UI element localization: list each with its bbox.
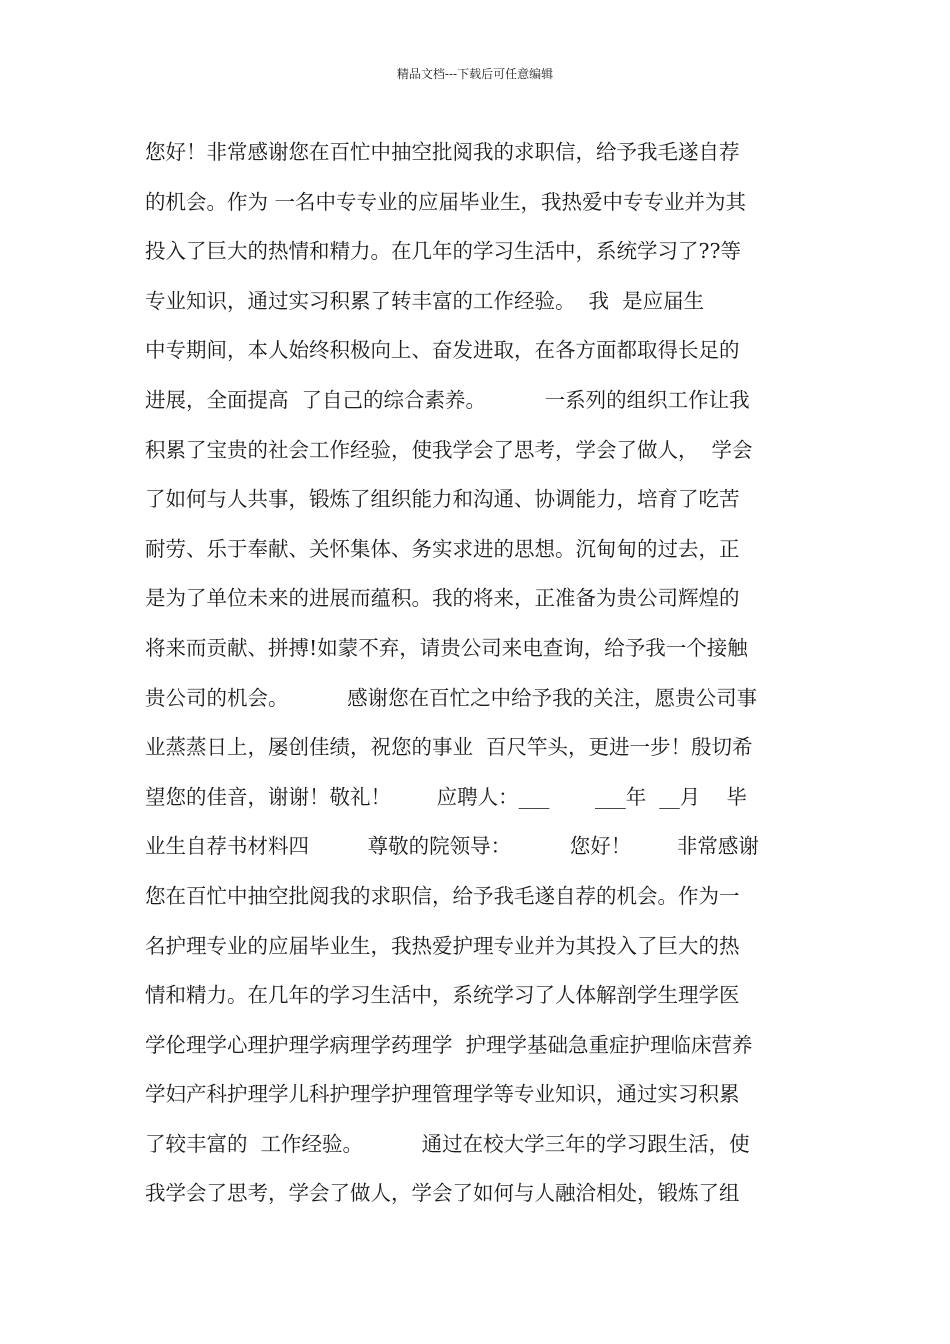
text-line: 进展，全面提高 了自己的综合素养。 一系列的组织工作让我	[145, 387, 750, 412]
text-line: 业蒸蒸日上，屡创佳绩，祝您的事业 百尺竿头，更进一步！殷切希	[145, 735, 753, 760]
text-line: 投入了巨大的热情和精力。在几年的学习生活中，系统学习了??等	[145, 239, 741, 264]
text-line: 是为了单位未来的进展而蕴积。我的将来，正准备为贵公司辉煌的	[145, 586, 740, 611]
text-line: 望您的佳音，谢谢！敬礼！ 应聘人：___ ___年 __月 毕	[145, 784, 747, 809]
text-line: 情和精力。在几年的学习生活中，系统学习了人体解剖学生理学医	[145, 983, 740, 1008]
document-body	[145, 128, 815, 1219]
text-line: 耐劳、乐于奉献、关怀集体、务实求进的思想。沉甸甸的过去，正	[145, 536, 740, 561]
page-header: 精品文档---下载后可任意编辑	[396, 67, 554, 81]
text-line: 您在百忙中抽空批阅我的求职信，给予我毛遂自荐的机会。作为一	[145, 883, 740, 908]
text-line: 的机会。作为 一名中专专业的应届毕业生，我热爱中专专业并为其	[145, 189, 747, 214]
text-line: 我学会了思考，学会了做人，学会了如何与人融洽相处，锻炼了组	[145, 1181, 740, 1206]
text-line: 贵公司的机会。 感谢您在百忙之中给予我的关注，愿贵公司事	[145, 685, 758, 710]
text-line: 您好！非常感谢您在百忙中抽空批阅我的求职信，给予我毛遂自荐	[145, 140, 740, 164]
text-line: 了较丰富的 工作经验。 通过在校大学三年的学习跟生活，使	[145, 1131, 750, 1156]
text-line: 将来而贡献、拼搏!如蒙不弃，请贵公司来电查询，给予我一个接触	[145, 635, 748, 660]
text-line: 专业知识，通过实习积累了转丰富的工作经验。 我 是应届生	[145, 288, 705, 313]
text-line: 业生自荐书材料四 尊敬的院领导： 您好！ 非常感谢	[145, 834, 759, 859]
text-line: 了如何与人共事，锻炼了组织能力和沟通、协调能力，培育了吃苦	[145, 487, 740, 512]
text-line: 积累了宝贵的社会工作经验，使我学会了思考，学会了做人， 学会	[145, 437, 753, 462]
text-line: 学妇产科护理学儿科护理学护理管理学等专业知识，通过实习积累	[145, 1082, 740, 1107]
text-line: 名护理专业的应届毕业生，我热爱护理专业并为其投入了巨大的热	[145, 933, 740, 958]
text-line: 学伦理学心理护理学病理学药理学 护理学基础急重症护理临床营养	[145, 1032, 753, 1057]
text-line: 中专期间，本人始终积极向上、奋发进取，在各方面都取得长足的	[145, 338, 740, 363]
